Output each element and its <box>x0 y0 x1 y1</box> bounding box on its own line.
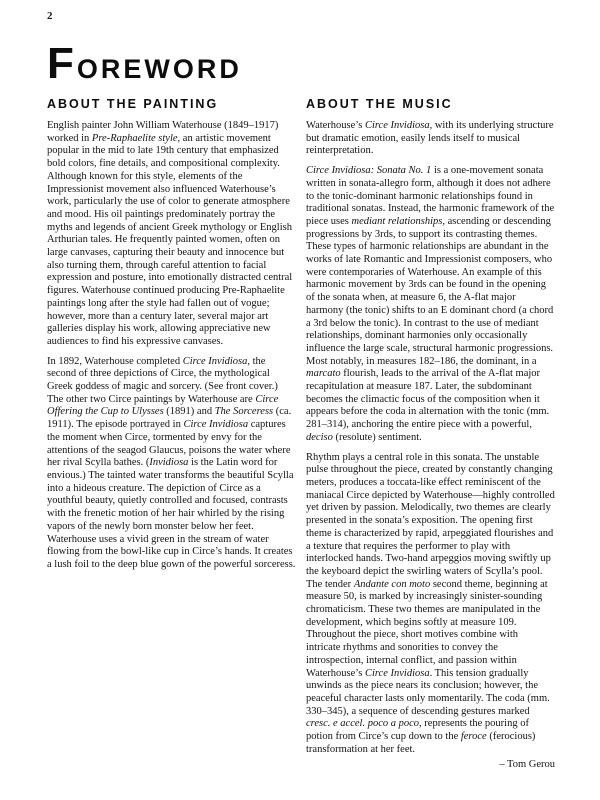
paragraph: Circe Invidiosa: Sonata No. 1 is a one-movement sonata written in sonata-allegro form, although it does not adhere to the tonic-dominant harmonic relationships found in traditional sonatas. Instead, the harmonic framework of the piece uses mediant relationships, ascending or descending progressions by 3rds, to support its contrasting themes. These types of harmonic relationships are abundant in the works of late Romantic and Impressionist composers, who were contemporaries of Waterhouse. An example of this harmonic movement by 3rds can be found in the opening of the sonata when, at measure 6, the A-flat major harmony (the tonic) shifts to an E dominant chord (a chord a 3rd below the tonic). In contrast to the use of mediant relationships, dominant harmonies only occasionally influence the large scale, structural harmonic progressions. Most notably, in measures 182–186, the dominant, in a marcato flourish, leads to the arrival of the A-flat major recapitulation at measure 187. Later, the subdominant becomes the climactic focus of the composition when it appears before the coda in alternation with the tonic (mm. 281–314), anchoring the entire piece with a powerful, deciso (resolute) sentiment. <box>306 165 555 443</box>
paragraph: Waterhouse’s Circe Invidiosa, with its underlying structure but dramatic emotion, easily lends itself to musical reinterpretation. <box>306 120 554 157</box>
column-about-music <box>306 97 555 772</box>
column-about-painting <box>47 97 296 572</box>
section-heading-music: ABOUT THE MUSIC <box>306 97 453 111</box>
paragraph: English painter John William Waterhouse (1849–1917) worked in Pre-Raphaelite style, an artistic movement popular in the mid to late 19th century that emphasized bold colors, fine details, and compositional complexity. Although known for this style, elements of the Impressionist movement also influenced Waterhouse’s work, particularly the use of color to generate atmosphere and mood. His oil paintings predominately portray the myths and legends of ancient Greek mythology or English Arthurian tales. He frequently painted women, often on large canvases, capturing their beauty and innocence but also turning them, through careful attention to facial expression and posture, into emotionally distracted central figures. Waterhouse continued producing Pre-Raphaelite paintings long after the style had fallen out of vogue; however, more than a century later, several major art galleries display his work, allowing appreciative new audiences to find his expressive canvases. <box>47 120 293 347</box>
page-title <box>47 39 556 88</box>
section-heading-painting: ABOUT THE PAINTING <box>47 97 219 111</box>
title-initial: F <box>47 39 77 88</box>
paragraph: Rhythm plays a central role in this sonata. The unstable pulse throughout the piece, created by constantly changing meters, produces a toccata-like effect reminiscent of the maniacal Circe depicted by Waterhouse—highly controlled yet driven by passion. Melodically, two themes are clearly presented in the sonata’s exposition. The opening first theme is characterized by rapid, arpeggiated flourishes and a texture that requires the performer to play with interlocked hands. Two-hand arpeggios moving swiftly up the keyboard depict the swirling waters of Scylla’s pool. The tender Andante con moto second theme, beginning at measure 50, is marked by increasingly sinister-sounding chromaticism. These two themes are manipulated in the development, which begins softly at measure 109. Throughout the piece, short motives combine with intricate rhythms and sonorities to convey the introspection, internal conflict, and passion within Waterhouse’s Circe Invidiosa. This tension gradually unwinds as the piece nears its conclusion; however, the peaceful character lasts only momentarily. The coda (mm. 330–345), a sequence of descending gestures marked cresc. e accel. poco a poco, represents the pouring of potion from Circe’s cup down to the feroce (ferocious) transformation at her feet. <box>306 451 555 755</box>
paragraph: In 1892, Waterhouse completed Circe Invidiosa, the second of three depictions of Circe, the mythological Greek goddess of magic and sorcery. (See front cover.) The other two Circe paintings by Waterhouse are Circe Offering the Cup to Ulysses (1891) and The Sorceress (ca. 1911). The episode portrayed in Circe Invidiosa captures the moment when Circe, tormented by envy for the attentions of the seagod Glaucus, poisons the water where her rival Scylla bathes. (Invidiosa is the Latin word for envious.) The tainted water transforms the beautiful Scylla into a hideous creature. The depiction of Circe as a youthful beauty, quietly controlled and focused, contrasts with the frenetic motion of her hair whirled by the rising vapors of the newly born monster below her feet. Waterhouse uses a vivid green in the stream of water flowing from the bowl-like cup in Circe’s hands. It creates a lush foil to the deep blue gown of the powerful sorceress. <box>47 355 296 570</box>
music-paragraphs <box>306 120 555 756</box>
painting-paragraphs <box>47 120 296 572</box>
title-rest: OREWORD <box>76 54 242 84</box>
page-content <box>47 39 556 772</box>
two-column-layout <box>47 97 556 772</box>
page-number: 2 <box>47 10 53 22</box>
author-signature: – Tom Gerou <box>499 759 555 771</box>
